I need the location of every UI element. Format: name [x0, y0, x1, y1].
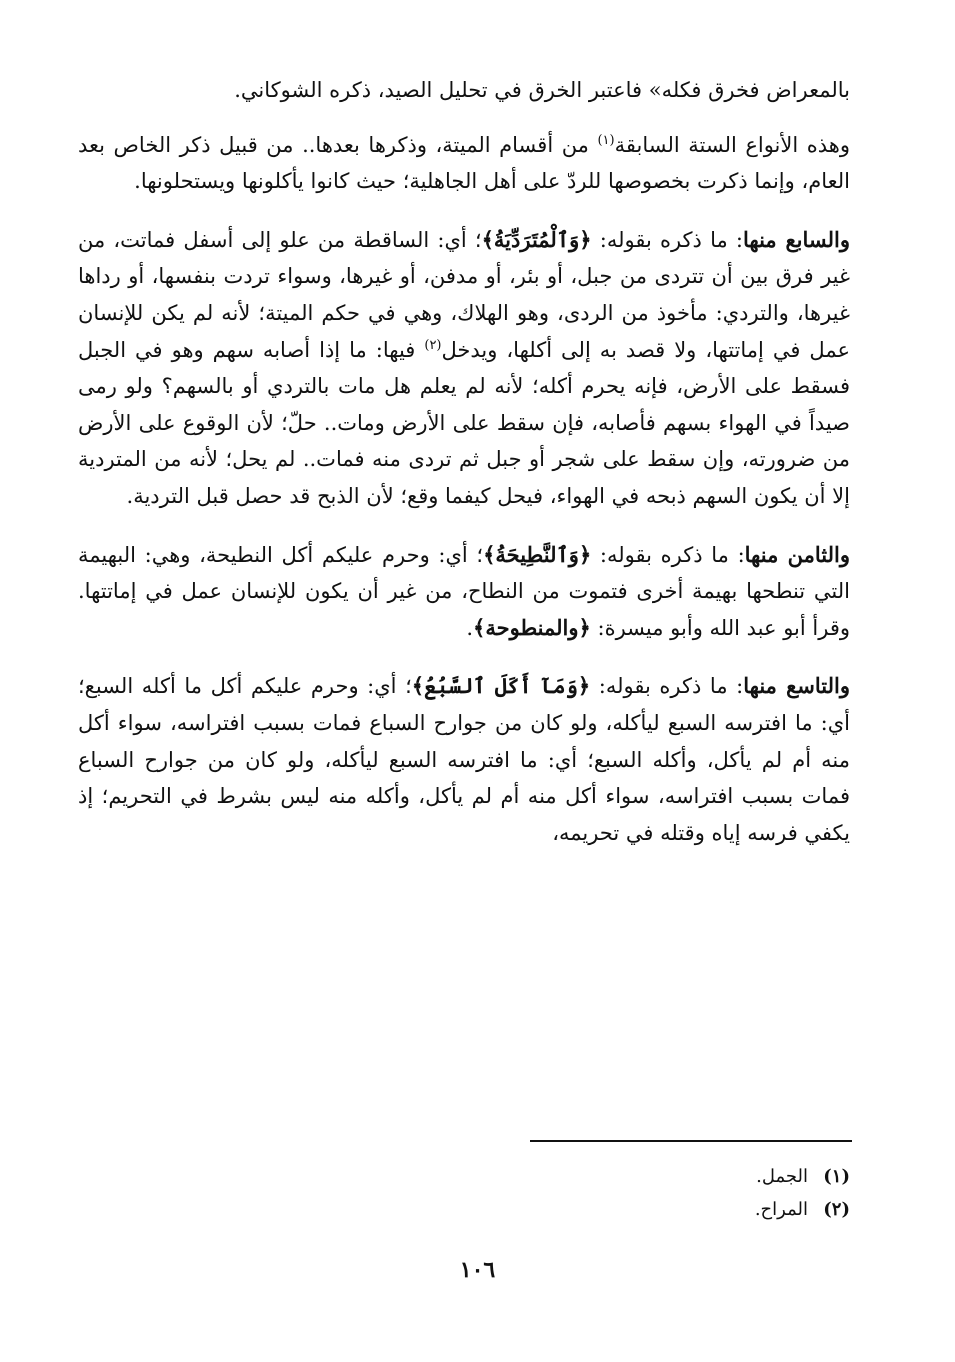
paragraph-4-lead: والثامن منها: [744, 541, 850, 567]
paragraph-4: [78, 537, 850, 647]
quran-quote-sabu: ﴿وَمَآ أَكَلَ ٱلسَّبُعُ﴾: [411, 673, 591, 699]
paragraph-5-text-a: : ما ذكره بقوله:: [590, 674, 744, 699]
paragraph-1: [78, 72, 850, 109]
paragraph-3-text-c: فيها: ما إذا أصابه سهم وهو في الجبل فسقط على الأرض، فإنه يحرم أكله؛ لأنه لم يعلم هل مات بالتردي أو بالسهم؟ ولو رمى صيداً في الهواء بسهم فأصابه، فإن سقط على الأرض ومات.. حلّ؛ لأن الوقوع على الأرض من ضرورته، وإن سقط على شجر أو جبل ثم تردى منه فمات.. لم يحل؛ لأنه من المتردية إلا أن يكون السهم ذبحه في الهواء، فيحل كيفما وقع؛ لأن الذبح قد حصل قبل التردية.: [78, 337, 850, 508]
paragraph-5-text-b: ؛ أي: وحرم عليكم أكل ما أكله السبع؛ أي: ما افترسه السبع ليأكله، ولو كان من جوارح السباع فمات بسبب افتراسه، سواء أكل منه أم لم يأكل، وأكله السبع؛ أي: ما افترسه السبع ليأكله، ولو كان من جوارح السباع فمات بسبب افتراسه، سواء أكل منه أم لم يأكل، وأكله منه ليس بشرط في التحريم؛ إذ يكفي فرسه إياه وقتله في تحريمه،: [78, 674, 850, 845]
footnote-2: [500, 1193, 850, 1226]
paragraph-2: [78, 127, 850, 200]
page-body: [78, 72, 850, 873]
footnote-2-text: المراح.: [754, 1199, 808, 1220]
footnote-1-text: الجمل.: [756, 1166, 808, 1187]
footnote-2-number: (٢): [823, 1199, 850, 1220]
paragraph-5-lead: والتاسع منها: [743, 673, 850, 699]
paragraph-3-lead: والسابع منها: [742, 226, 850, 252]
page-number: ١٠٦: [459, 1257, 496, 1283]
paragraph-5: [78, 668, 850, 851]
paragraph-2-text-b: من أقسام الميتة، وذكرها بعدها.. من قبيل ذكر الخاص بعد العام، وإنما ذكرت بخصوصها للردّ على أهل الجاهلية؛ حيث كانوا يأكلونها ويستحلونها.: [78, 132, 850, 194]
paragraph-1-text: بالمعراض فخرق فكله» فاعتبر الخرق في تحليل الصيد، ذكره الشوكاني.: [234, 78, 850, 102]
paragraph-3: [78, 222, 850, 515]
quran-quote-natiha: ﴿وَٱلنَّطِيحَةُ﴾: [483, 541, 592, 567]
paragraph-2-text-a: وهذه الأنواع الستة السابقة: [614, 132, 850, 157]
footnote-1-number: (١): [823, 1166, 850, 1187]
footnotes: [500, 1160, 850, 1226]
footnote-ref-2[interactable]: (٢): [424, 337, 442, 353]
paragraph-4-text-b: ؛ أي: وحرم عليكم أكل النطيحة، وهي: البهيمة التي تنطحها بهيمة أخرى فتموت من النطاح، من غير أن يكون للإنسان عمل في إماتتها. وقرأ أبو عبد الله وأبو ميسرة:: [78, 542, 850, 640]
footnote-divider: [530, 1140, 852, 1142]
footnote-1: [500, 1160, 850, 1193]
paragraph-4-text-c: .: [466, 615, 474, 640]
quran-quote-mantuha: ﴿والمنطوحة﴾: [473, 614, 591, 640]
paragraph-3-text-a: : ما ذكره بقوله:: [591, 227, 743, 252]
quran-quote-mutaraddiya: ﴿وَٱلْمُتَرَدِّيَةُ﴾: [481, 226, 592, 252]
paragraph-4-text-a: : ما ذكره بقوله:: [591, 542, 745, 567]
paragraph-3-text-b: ؛ أي: الساقطة من علو إلى أسفل فماتت، من غير فرق بين أن تتردى من جبل، أو بئر، أو مدفن، أو غيرها، وسواء تردت بنفسها، أو رداها غيرها، والتردي: مأخوذ من الردى، وهو الهلاك، وهي في حكم الميتة؛ لأنه لم يكن للإنسان عمل في إماتتها، ولا قصد به إلى أكلها، ويدخل: [78, 227, 850, 362]
footnote-ref-1[interactable]: (١): [597, 132, 615, 148]
